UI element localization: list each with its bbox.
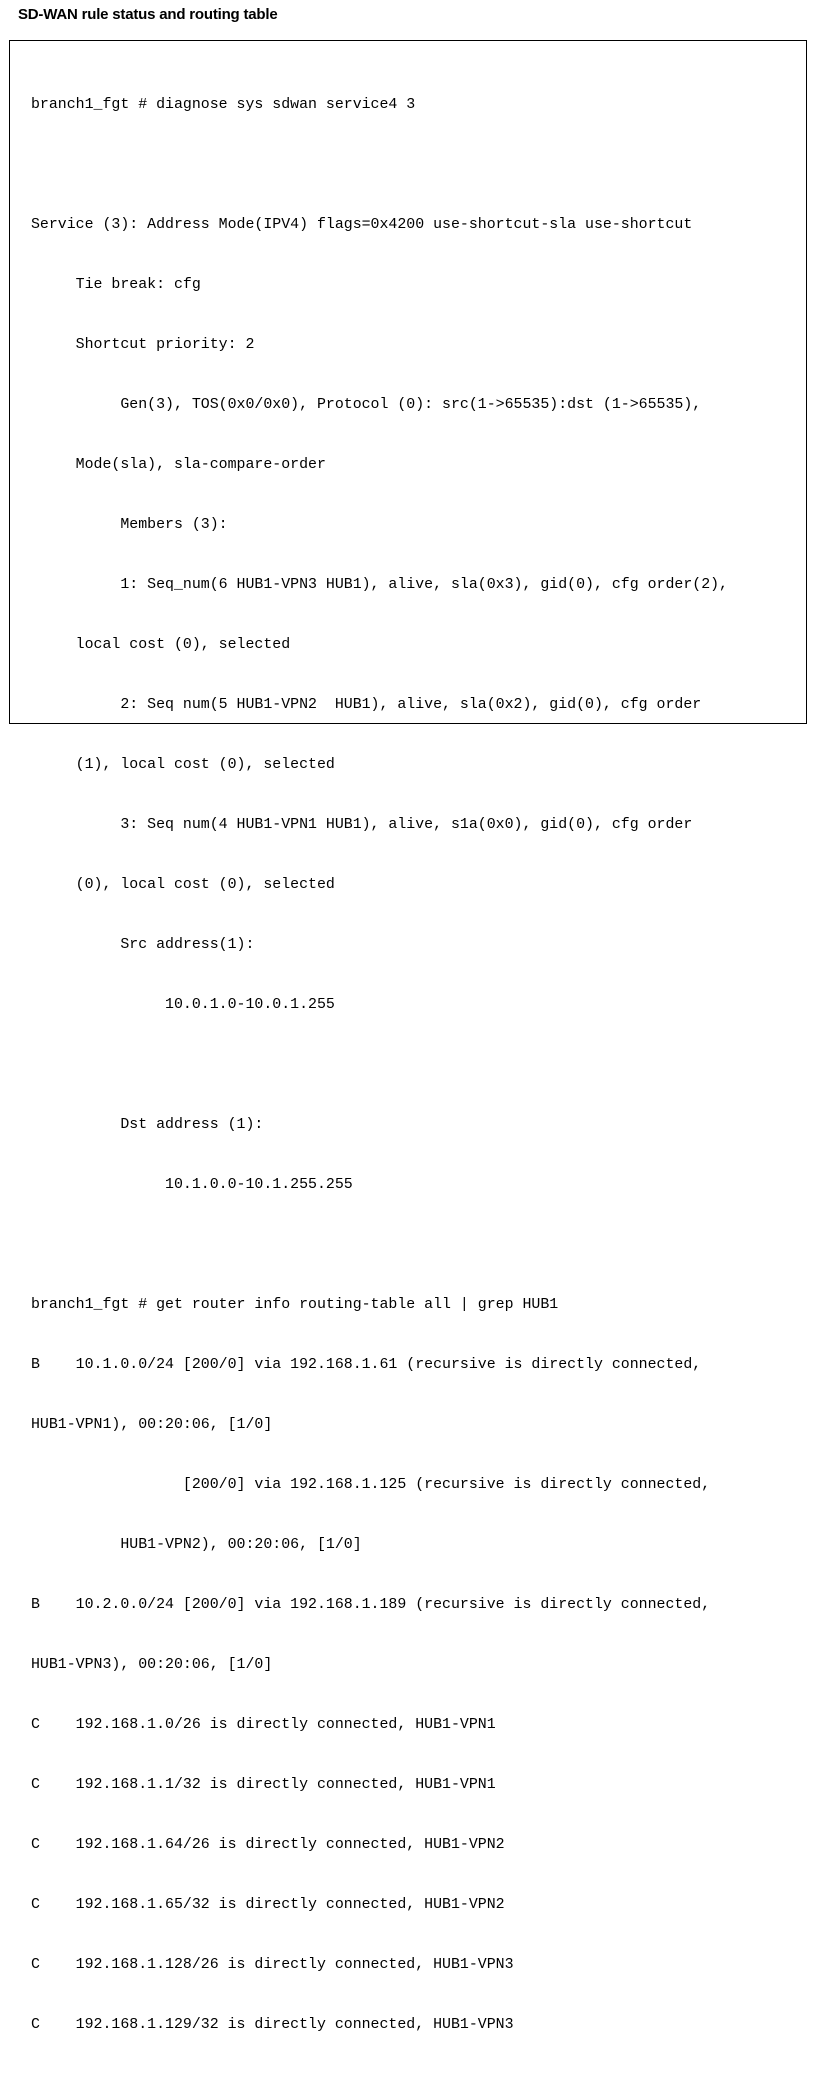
terminal-line: Mode(sla), sla-compare-order [31,457,326,473]
terminal-line: HUB1-VPN1), 00:20:06, [1/0] [31,1417,273,1433]
terminal-line: C 192.168.1.64/26 is directly connected, HUB1-VPN2 [31,1837,505,1853]
terminal-line: (0), local cost (0), selected [31,877,335,893]
page-title: SD-WAN rule status and routing table [18,6,278,23]
terminal-line: Tie break: cfg [31,277,201,293]
terminal-line: C 192.168.1.65/32 is directly connected, HUB1-VPN2 [31,1897,505,1913]
terminal-output-panel [9,40,807,2033]
terminal-line: Members (3): [31,517,228,533]
terminal-line: Src address(1): [31,937,255,953]
terminal-line: HUB1-VPN3), 00:20:06, [1/0] [31,1657,273,1673]
terminal-output [31,55,728,2075]
terminal-line: [200/0] via 192.168.1.125 (recursive is directly connected, [31,1477,711,1493]
terminal-line: (1), local cost (0), selected [31,757,335,773]
terminal-line: branch1_fgt # diagnose sys sdwan service4 3 [31,97,416,113]
terminal-line [31,1055,728,1075]
terminal-line: 10.1.0.0-10.1.255.255 [31,1177,353,1193]
terminal-line: 10.0.1.0-10.0.1.255 [31,997,335,1013]
terminal-line: 1: Seq_num(6 HUB1-VPN3 HUB1), alive, sla(0x3), gid(0), cfg order(2), [31,577,728,593]
terminal-line [31,1235,728,1255]
terminal-line: C 192.168.1.128/26 is directly connected, HUB1-VPN3 [31,1957,514,1973]
terminal-line: 3: Seq num(4 HUB1-VPN1 HUB1), alive, s1a(0x0), gid(0), cfg order [31,817,693,833]
terminal-line: C 192.168.1.129/32 is directly connected, HUB1-VPN3 [31,2017,514,2033]
terminal-line: 2: Seq num(5 HUB1-VPN2 HUB1), alive, sla(0x2), gid(0), cfg order [31,697,702,713]
terminal-line: Gen(3), TOS(0x0/0x0), Protocol (0): src(1->65535):dst (1->65535), [31,397,702,413]
terminal-line: C 192.168.1.0/26 is directly connected, HUB1-VPN1 [31,1717,496,1733]
terminal-line: HUB1-VPN2), 00:20:06, [1/0] [31,1537,362,1553]
terminal-line: Dst address (1): [31,1117,264,1133]
terminal-line: C 192.168.1.1/32 is directly connected, HUB1-VPN1 [31,1777,496,1793]
terminal-line: Service (3): Address Mode(IPV4) flags=0x4200 use-shortcut-sla use-shortcut [31,217,693,233]
terminal-line: B 10.2.0.0/24 [200/0] via 192.168.1.189 (recursive is directly connected, [31,1597,711,1613]
terminal-line: local cost (0), selected [31,637,291,653]
terminal-line: branch1_fgt # get router info routing-table all | grep HUB1 [31,1297,559,1313]
terminal-line [31,155,728,175]
terminal-line: B 10.1.0.0/24 [200/0] via 192.168.1.61 (recursive is directly connected, [31,1357,702,1373]
terminal-line: Shortcut priority: 2 [31,337,255,353]
